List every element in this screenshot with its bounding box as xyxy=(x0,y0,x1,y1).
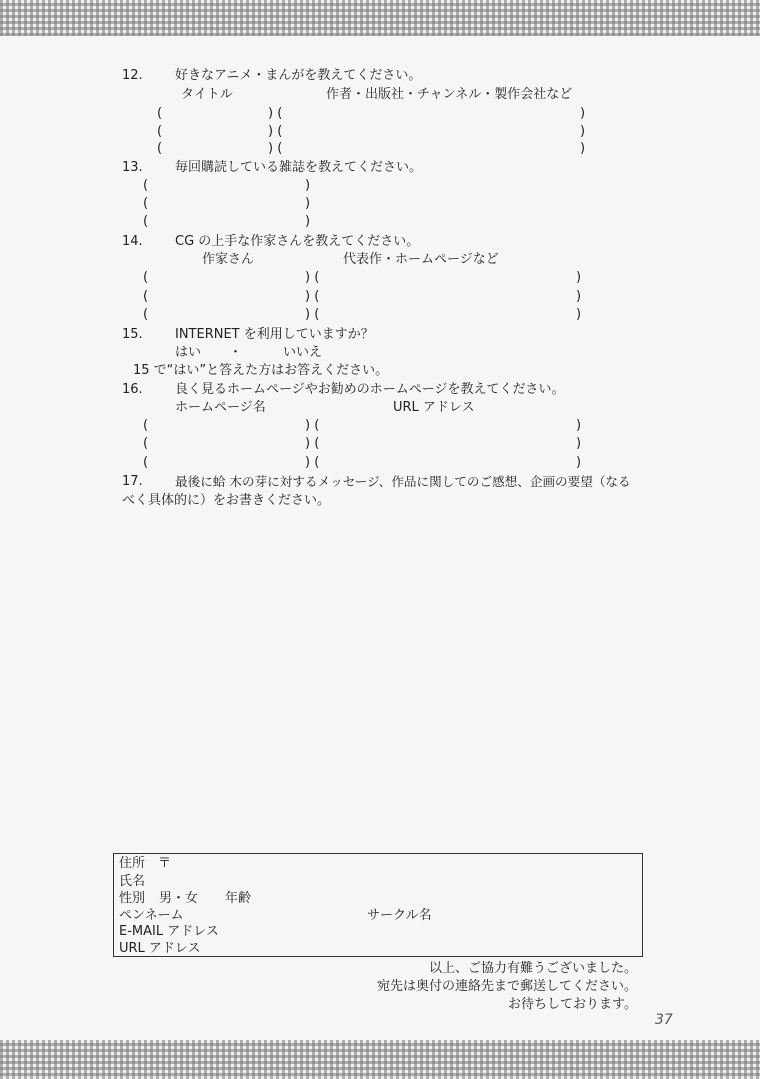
q15-number: 15. xyxy=(122,327,143,342)
closing-address-note: 宛先は奥付の連絡先まで郵送してください。 xyxy=(376,979,637,994)
bracket-close: ) xyxy=(576,418,582,433)
bracket-close: ) xyxy=(305,196,311,211)
q13-number: 13. xyxy=(122,160,143,175)
q17-number: 17. xyxy=(122,474,143,489)
q14-question: CG の上手な作家さんを教えてください。 xyxy=(175,234,420,249)
address-field[interactable]: 住所 〒 xyxy=(119,856,172,871)
name-field[interactable]: 氏名 xyxy=(119,874,146,889)
q12-number: 12. xyxy=(122,68,143,83)
bracket-close: ) xyxy=(576,436,582,451)
bracket-mid[interactable]: ) ( xyxy=(268,141,283,156)
bracket-close: ) xyxy=(305,178,311,193)
url-field[interactable]: URL アドレス xyxy=(119,941,201,956)
q15-follow-note: 15 で“はい”と答えた方はお答えください。 xyxy=(133,363,389,378)
q12-col-author: 作者・出版社・チャンネル・製作会社など xyxy=(326,87,573,102)
q16-col-url: URL アドレス xyxy=(393,400,475,415)
bracket-mid[interactable]: ) ( xyxy=(305,455,320,470)
bracket-mid[interactable]: ) ( xyxy=(305,270,320,285)
bottom-checker-border xyxy=(0,1040,760,1079)
q15-option-no[interactable]: いいえ xyxy=(283,345,323,360)
closing-thanks: 以上、ご協力有難うございました。 xyxy=(428,961,637,976)
q17-free-answer-area[interactable] xyxy=(122,515,642,835)
q16-col-site-name: ホームページ名 xyxy=(175,400,266,415)
respondent-info-box xyxy=(113,853,643,957)
q14-number: 14. xyxy=(122,234,143,249)
bracket-close: ) xyxy=(580,106,586,121)
bracket-open[interactable]: ( xyxy=(143,307,149,322)
bracket-close: ) xyxy=(305,214,311,229)
bracket-close: ) xyxy=(576,455,582,470)
bracket-open[interactable]: ( xyxy=(157,124,163,139)
q15-option-yes[interactable]: はい xyxy=(175,345,202,360)
closing-waiting: お待ちしております。 xyxy=(508,997,637,1012)
bracket-open[interactable]: ( xyxy=(157,106,163,121)
top-checker-border xyxy=(0,0,760,36)
q15-question: INTERNET を利用していますか？ xyxy=(175,327,374,342)
q17-question-line2: べく具体的に）をお書きください。 xyxy=(122,493,331,508)
bracket-open[interactable]: ( xyxy=(143,455,149,470)
bracket-mid[interactable]: ) ( xyxy=(305,289,320,304)
q12-col-title: タイトル xyxy=(181,87,233,102)
bracket-close: ) xyxy=(580,141,586,156)
q16-number: 16. xyxy=(122,382,143,397)
bracket-close: ) xyxy=(580,124,586,139)
bracket-open[interactable]: ( xyxy=(143,196,149,211)
bracket-open[interactable]: ( xyxy=(143,289,149,304)
penname-field[interactable]: ペンネーム xyxy=(119,908,184,923)
bracket-mid[interactable]: ) ( xyxy=(268,124,283,139)
bracket-close: ) xyxy=(576,270,582,285)
q12-question: 好きなアニメ・まんがを教えてください。 xyxy=(175,68,422,83)
bracket-open[interactable]: ( xyxy=(157,141,163,156)
circle-name-field[interactable]: サークル名 xyxy=(367,908,432,923)
q16-question: 良く見るホームページやお勧めのホームページを教えてください。 xyxy=(175,382,565,397)
bracket-open[interactable]: ( xyxy=(143,178,149,193)
bracket-open[interactable]: ( xyxy=(143,418,149,433)
email-field[interactable]: E-MAIL アドレス xyxy=(119,924,219,939)
bracket-open[interactable]: ( xyxy=(143,214,149,229)
bracket-open[interactable]: ( xyxy=(143,270,149,285)
bracket-mid[interactable]: ) ( xyxy=(305,307,320,322)
q14-col-artist: 作家さん xyxy=(202,252,255,267)
bracket-open[interactable]: ( xyxy=(143,436,149,451)
bracket-mid[interactable]: ) ( xyxy=(268,106,283,121)
bracket-close: ) xyxy=(576,289,582,304)
bracket-mid[interactable]: ) ( xyxy=(305,436,320,451)
bracket-mid[interactable]: ) ( xyxy=(305,418,320,433)
q13-question: 毎回購読している雑誌を教えてください。 xyxy=(175,160,423,175)
q17-question-line1: 最後に蛤 木の芽に対するメッセージ、作品に関してのご感想、企画の要望（なる xyxy=(175,474,631,489)
gender-label: 性別 xyxy=(119,891,146,906)
age-field[interactable]: 年齢 xyxy=(225,891,252,906)
bracket-close: ) xyxy=(576,307,582,322)
gender-options[interactable]: 男・女 xyxy=(159,891,199,906)
q15-option-separator: ・ xyxy=(229,345,243,360)
page-number: 37 xyxy=(655,1012,673,1028)
q14-col-works: 代表作・ホームページなど xyxy=(343,252,499,267)
